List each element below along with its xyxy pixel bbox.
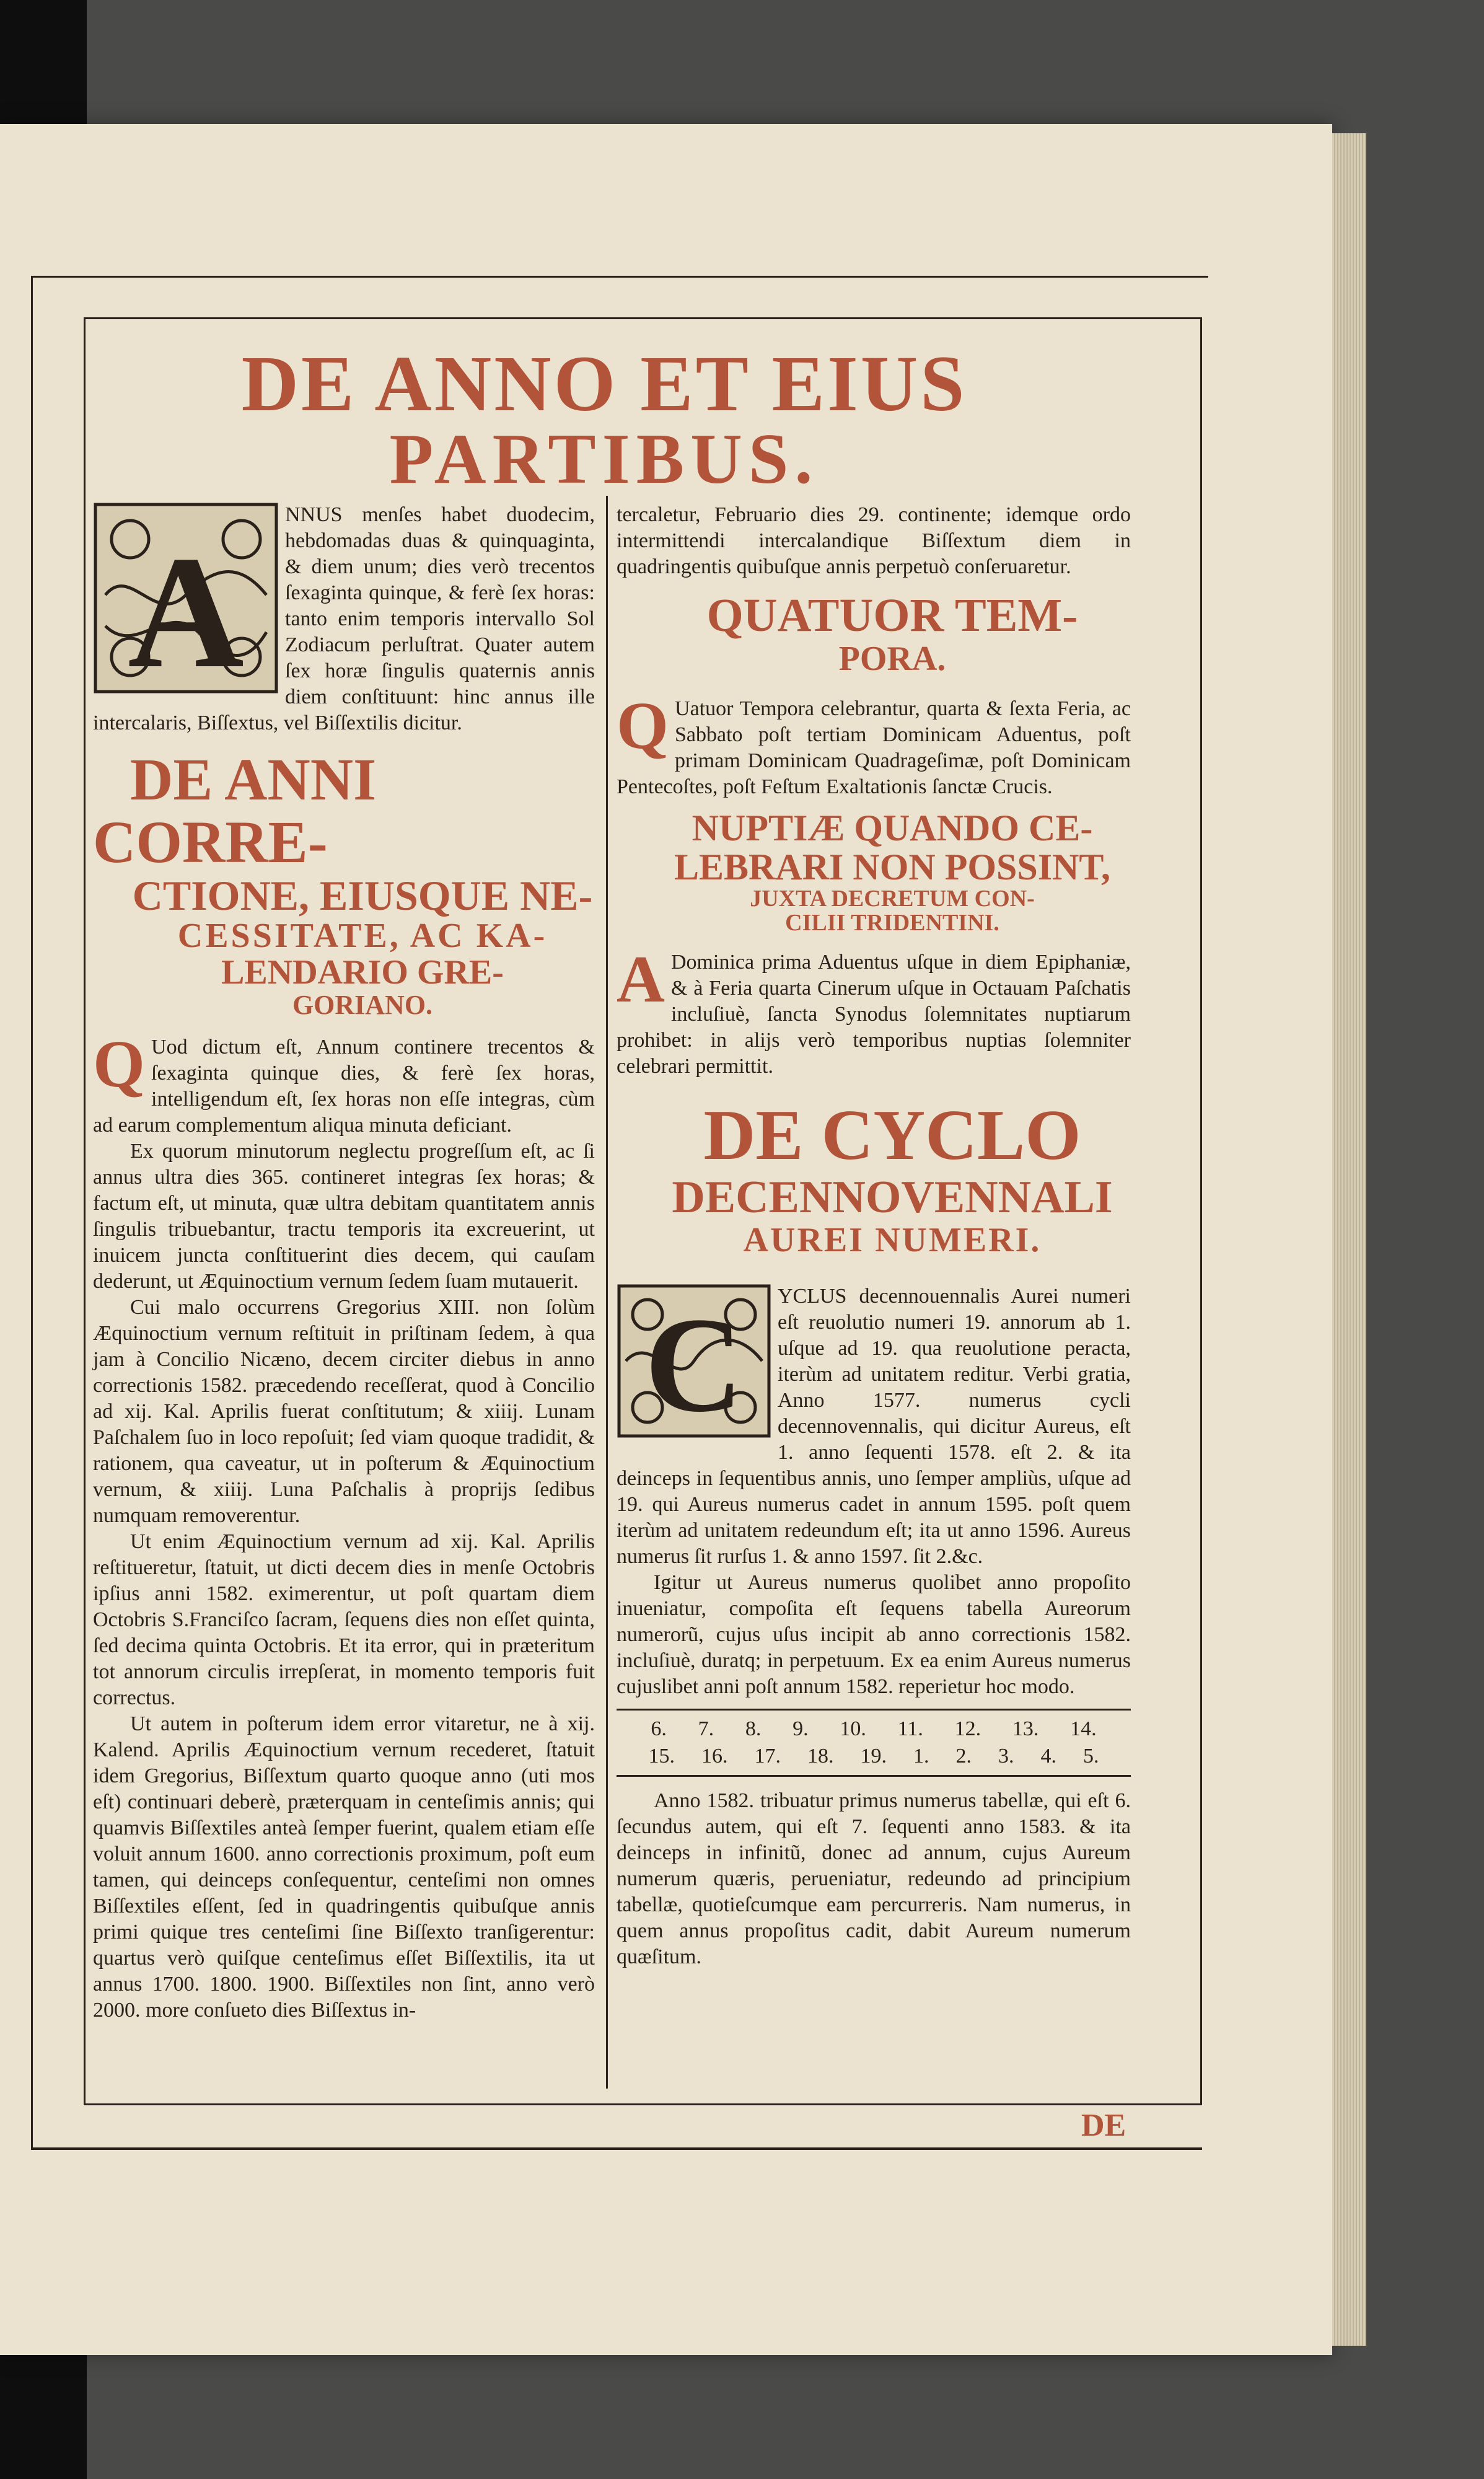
paragraph: Igitur ut Aureus numerus quolibet anno propoſito inueniatur, compoſita eſt ſequens tabella Aureorum numerorũ, cujus uſus incipit ab anno correctionis 1582. incluſiuè, duratq; in perpetuum. Ex ea enim Aureus numerus cujuslibet anni poſt annum 1582. reperietur hoc modo. bbox=[617, 1570, 1131, 1698]
paragraph-text: Uatuor Tempora celebrantur, quarta & ſexta Feria, ac Sabbato poſt tertiam Dominicam Aduentus, poſt primam Dominicam Quadrageſimæ, poſt Dominicam Pentecoſtes, poſt Feſtum Exaltationis ſanctæ Crucis. bbox=[617, 697, 1131, 798]
ornamental-initial-c bbox=[617, 1284, 771, 1438]
drop-cap: Q bbox=[617, 689, 669, 763]
heading-line: LENDARIO GRE- bbox=[221, 953, 504, 992]
table-cell: 15. bbox=[648, 1744, 675, 1768]
paragraph-text: Dominica prima Aduentus uſque in diem Epiphaniæ, & à Feria quarta Cinerum uſque in Octauam Paſchatis incluſiuè, ſancta Synodus ſolemnitates nuptiarum prohibet: in alijs verò temporibus nuptias ſolemniter celebrari permittit. bbox=[617, 951, 1131, 1078]
table-cell: 13. bbox=[1012, 1717, 1039, 1740]
left-column bbox=[93, 502, 595, 2023]
table-cell: 18. bbox=[807, 1744, 834, 1768]
heading-nuptiae-line: LEBRARI NON POSSINT, bbox=[674, 846, 1111, 887]
table-cell: 11. bbox=[897, 1717, 923, 1740]
table-cell: 16. bbox=[701, 1744, 728, 1768]
table-cell: 19. bbox=[860, 1744, 887, 1768]
svg-text:A: A bbox=[128, 523, 244, 694]
table-cell: 17. bbox=[754, 1744, 781, 1768]
table-cell: 12. bbox=[954, 1717, 981, 1740]
title-line-2: PARTIBUS. bbox=[389, 420, 819, 499]
page-title bbox=[186, 340, 1022, 499]
table-cell: 8. bbox=[745, 1717, 762, 1740]
table-cell: 1. bbox=[913, 1744, 929, 1768]
table-cell: 10. bbox=[840, 1717, 866, 1740]
table-cell: 6. bbox=[651, 1717, 667, 1740]
paragraph-text: Uod dictum eſt, Annum continere trecentos & ſexaginta quinque dies, & ferè ſex horas, intelligendum eſt, ſex horas non eſſe integras, cùm ad earum complementum aliqua minuta deficiant. bbox=[93, 1035, 595, 1137]
outer-rule-top bbox=[31, 276, 1208, 278]
heading-line: CTIONE, EIUSQUE NE- bbox=[132, 871, 593, 919]
title-line-1: DE ANNO ET EIUS bbox=[241, 340, 967, 428]
table-cell: 2. bbox=[955, 1744, 972, 1768]
column-divider bbox=[606, 496, 608, 2089]
heading-cyclo-line: DECENNOVENNALI bbox=[672, 1172, 1113, 1223]
table-cell: 5. bbox=[1083, 1744, 1099, 1768]
paragraph-text: YCLUS decennouennalis Aurei numeri eſt reuolutio numeri 19. annorum ab 1. uſque ad 19. qua reuolutione peracta, iterùm ad unitatem reditur. Verbi gratia, Anno 1577. numerus cycli decennovennalis, qui dicitur Aureus, eſt 1. anno ſequenti 1578. eſt 2. & ita deinceps in ſequentibus annis, uno ſemper ampliùs, uſque ad 19. qui Aureus numerus cadet in annum 1595. poſt quem iterùm ad unitatem redeundum eſt; ita ut anno 1596. Aureus numerus ſit rurſus 1. & anno 1597. ſit 2.&c. bbox=[617, 1284, 1131, 1568]
intro-text: NNUS menſes habet duodecim, hebdomadas duas & quinquaginta, & diem unum; dies verò trecentos ſexaginta quinque, & ferè ſex horas: tanto enim temporis intervallo Sol Zodiacum perluſtrat. Quater autem ſex horæ ſingulis quaternis annis diem conſtituunt: hinc annus ille intercalaris, Biſſextus, vel Biſſextilis dicitur. bbox=[93, 503, 595, 734]
table-cell: 9. bbox=[792, 1717, 809, 1740]
outer-rule-bottom bbox=[31, 2147, 1202, 2150]
outer-rule-left bbox=[31, 276, 33, 2147]
paragraph bbox=[617, 1284, 1131, 1570]
heading-cyclo-line: AUREI NUMERI. bbox=[743, 1220, 1042, 1259]
heading-quatuor-line: QUATUOR TEM- bbox=[706, 589, 1078, 641]
paragraph: Ex quorum minutorum neglectu progreſſum eſt, ac ſi annus ultra dies 365. contineret integras ſex horas; & factum eſt, ut minuta, quæ ultra debitam quantitatem annis ſingulis tribuebantur, tractu temporis ita excreuerint, ut inuicem juncta conſtituerint dies decem, qui cauſam dederunt, ut Æquinoctium vernum ſedem ſuam mutauerit. bbox=[93, 1139, 595, 1293]
page-edges bbox=[1332, 133, 1366, 2346]
paragraph bbox=[617, 943, 1131, 1080]
right-column bbox=[617, 502, 1131, 1970]
drop-cap: A bbox=[617, 943, 665, 1017]
table-cell: 7. bbox=[698, 1717, 714, 1740]
table-cell: 14. bbox=[1070, 1717, 1097, 1740]
table-row bbox=[617, 1743, 1131, 1770]
paragraph: Anno 1582. tribuatur primus numerus tabellæ, qui eſt 6. ſecundus autem, qui eſt 7. ſequenti anno 1583. & ita deinceps in infinitũ, donec ad annum, cujus Aureum numerum quæris, perueniatur, redeundo ad principium tabellæ, quotieſcumque eam percurreris. Nam numerus, in quem annus propoſitus cadit, dabit Aureum numerum quæſitum. bbox=[617, 1789, 1131, 1968]
heading-quatuor-line: PORA. bbox=[838, 639, 946, 678]
ornamental-initial-a bbox=[93, 502, 279, 694]
heading-line: CESSITATE, AC KA- bbox=[177, 916, 548, 955]
table-cell: 4. bbox=[1040, 1744, 1056, 1768]
heading-cyclo-line: DE CYCLO bbox=[703, 1096, 1081, 1176]
heading-line: GORIANO. bbox=[292, 989, 433, 1020]
heading-nuptiae-line: JUXTA DECRETUM CON- bbox=[750, 885, 1035, 912]
svg-text:C: C bbox=[644, 1288, 744, 1438]
catchword: DE bbox=[1081, 2108, 1126, 2143]
drop-cap: Q bbox=[93, 1027, 146, 1101]
heading-nuptiae-line: NUPTIÆ QUANDO CE- bbox=[692, 807, 1093, 848]
paragraph bbox=[617, 689, 1131, 800]
table-cell: 3. bbox=[998, 1744, 1014, 1768]
paragraph: Ut autem in poſterum idem error vitaretur, ne à xij. Kalend. Aprilis Æquinoctium vernum recederet, ſtatuit idem Gregorius, Biſſextum quarto quoque anno (uti mos eſt) continuari deberè, præterquam in centeſimis annis; qui quamvis Biſſextiles anteà ſemper fuerint, qualem etiam eſſe voluit annum 1600. anno correctionis proximum, poſt eum tamen, qui deinceps conſequentur, centeſimi non omnes Biſſextiles eſſent, ſed in quadringentis quibuſque annis primi quique tres centeſimi ſine Biſſexto tranſigerentur: quartus verò quiſque centeſimus eſſet Biſſextilis, ita ut annus 1700. 1800. 1900. Biſſextiles non ſint, anno verò 2000. more conſueto dies Biſſextus in- bbox=[93, 1712, 595, 2022]
heading-correctione bbox=[93, 746, 595, 1020]
heading-line: DE ANNI CORRE- bbox=[93, 746, 377, 875]
heading-nuptiae-line: CILII TRIDENTINI. bbox=[785, 910, 999, 936]
paragraph: Ut enim Æquinoctium vernum ad xij. Kal. Aprilis reſtitueretur, ſtatuit, ut dicti decem dies in menſe Octobris ipſius anni 1582. eximerentur, ut poſt quartam diem Octobris S.Franciſco ſacram, ſequens dies non eſſet quinta, ſed decima quinta Octobris. Et ita error, qui in præteritum tot annorum circulis irrepſerat, in momento temporis fuit correctus. bbox=[93, 1530, 595, 1709]
golden-number-table bbox=[617, 1709, 1131, 1777]
table-row bbox=[617, 1715, 1131, 1743]
paragraph: tercaletur, Februario dies 29. continente; idemque ordo intermittendi intercalandique Biſſextum diem in quadringentis quibuſque annis perpetuò conſeruaretur. bbox=[617, 503, 1131, 578]
paragraph: Cui malo occurrens Gregorius XIII. non ſolùm Æquinoctium vernum reſtituit in priſtinam ſedem, à qua jam à Concilio Nicæno, decem circiter diebus in anno correctionis 1582. præcedendo receſſerat, quod à Concilio ad xij. Kal. Aprilis fuerat conſtitutum; & xiiij. Lunam Paſchalem ſuo in loco repoſuit; ſed viam quoque tradidit, & rationem, qua caveatur, ut in poſterum & Æquinoctium vernum, & xiiij. Luna Paſchalis à proprijs ſedibus numquam removerentur. bbox=[93, 1295, 595, 1527]
paragraph bbox=[93, 1027, 595, 1138]
intro-paragraph bbox=[93, 502, 595, 736]
